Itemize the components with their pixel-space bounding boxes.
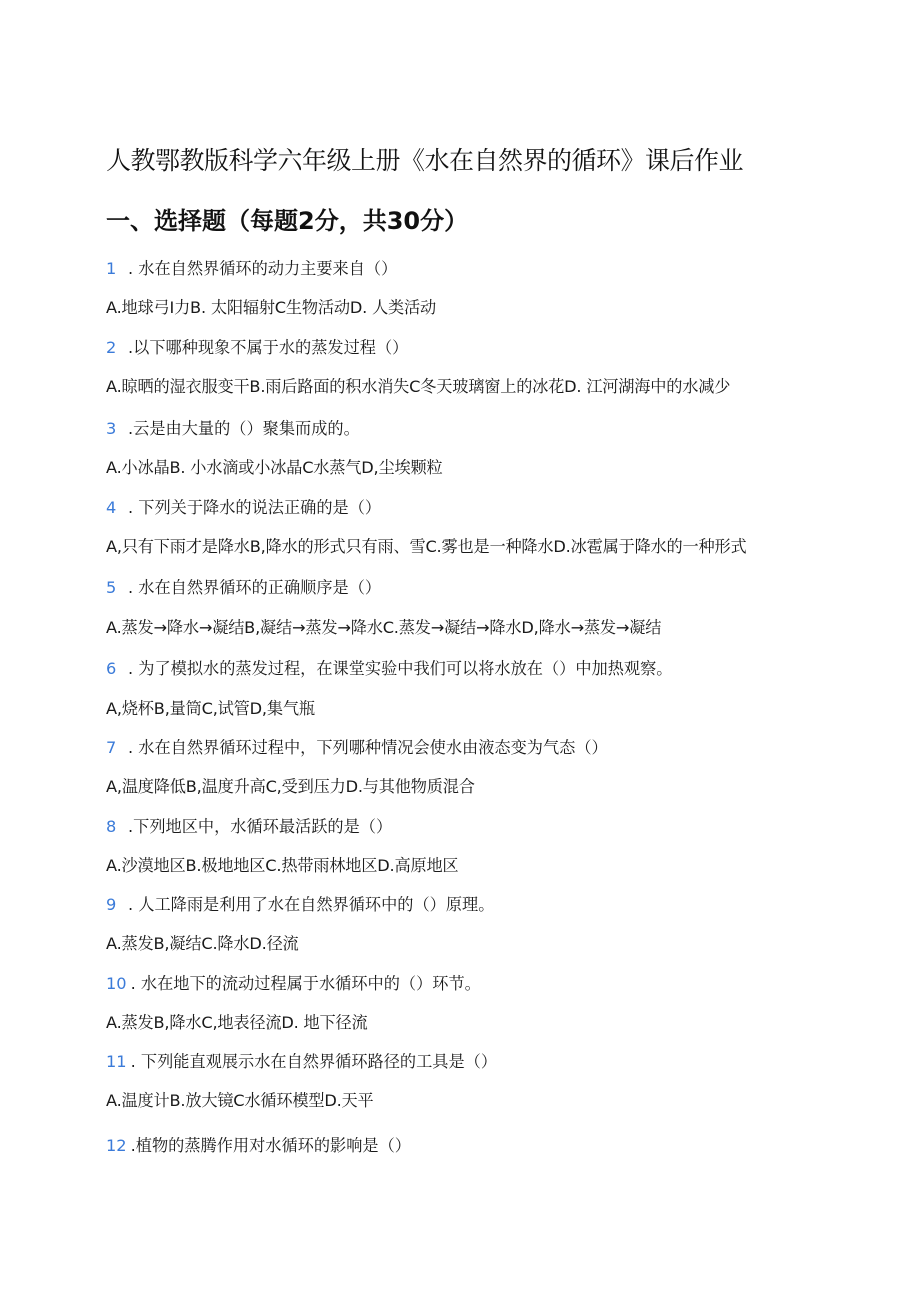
question-number: 9 (106, 895, 117, 914)
question-12 (106, 1134, 411, 1158)
question-9 (106, 893, 494, 917)
question-1-options: A.地球弓I力B. 太阳辐射C生物活动D. 人类活动 (106, 298, 436, 317)
section-title: 一、选择题（每题2分，共30分） (106, 207, 469, 235)
question-4 (106, 496, 381, 520)
question-number: 12 (106, 1136, 127, 1155)
question-number: 2 (106, 338, 117, 357)
question-8-options: A.沙漠地区B.极地地区C.热带雨林地区D.高原地区 (106, 856, 459, 875)
question-number: 5 (106, 578, 117, 597)
question-text: . 水在自然界循环的动力主要来自（） (128, 259, 398, 278)
question-text: . 下列关于降水的说法正确的是（） (128, 498, 382, 517)
question-4-options: A,只有下雨才是降水B,降水的形式只有雨、雪C.雾也是一种降水D.冰雹属于降水的一种形式 (106, 537, 747, 556)
question-text: . 下列能直观展示水在自然界循环路径的工具是（） (130, 1052, 498, 1071)
question-number: 3 (106, 419, 117, 438)
question-number: 6 (106, 659, 117, 678)
question-number: 10 (106, 974, 127, 993)
question-text: .云是由大量的（）聚集而成的。 (128, 419, 360, 438)
question-number: 7 (106, 738, 117, 757)
question-1 (106, 257, 397, 281)
question-number: 8 (106, 817, 117, 836)
question-text: .下列地区中，水循环最活跃的是（） (128, 817, 393, 836)
question-text: .以下哪种现象不属于水的蒸发过程（） (128, 338, 409, 357)
question-8 (106, 815, 392, 839)
question-number: 1 (106, 259, 117, 278)
question-3-options: A.小冰晶B. 小水滴或小冰晶C水蒸气D,尘埃颗粒 (106, 458, 443, 477)
question-7-options: A,温度降低B,温度升高C,受到压力D.与其他物质混合 (106, 777, 475, 796)
question-10-options: A.蒸发B,降水C,地表径流D. 地下径流 (106, 1013, 368, 1032)
question-number: 11 (106, 1052, 127, 1071)
question-text: . 水在自然界循环过程中，下列哪种情况会使水由液态变为气态（） (128, 738, 608, 757)
question-5-options: A.蒸发→降水→凝结B,凝结→蒸发→降水C.蒸发→凝结→降水D,降水→蒸发→凝结 (106, 618, 662, 637)
question-11 (106, 1050, 497, 1074)
question-9-options: A.蒸发B,凝结C.降水D.径流 (106, 934, 299, 953)
question-2-options: A.晾晒的湿衣服变干B.雨后路面的积水消失C冬天玻璃窗上的冰花D. 江河湖海中的水减少 (106, 377, 731, 396)
question-text: . 为了模拟水的蒸发过程，在课堂实验中我们可以将水放在（）中加热观察。 (128, 659, 673, 678)
question-10 (106, 972, 481, 996)
question-7 (106, 736, 608, 760)
question-text: .植物的蒸腾作用对水循环的影响是（） (130, 1136, 411, 1155)
question-2 (106, 336, 408, 360)
question-5 (106, 576, 381, 600)
question-text: . 人工降雨是利用了水在自然界循环中的（）原理。 (128, 895, 495, 914)
question-6 (106, 657, 672, 681)
question-11-options: A.温度计B.放大镜C水循环模型D.天平 (106, 1091, 374, 1110)
question-text: . 水在地下的流动过程属于水循环中的（）环节。 (130, 974, 481, 993)
document-title: 人教鄂教版科学六年级上册《水在自然界的循环》课后作业 (106, 146, 744, 175)
question-6-options: A,烧杯B,量筒C,试管D,集气瓶 (106, 699, 315, 718)
question-text: . 水在自然界循环的正确顺序是（） (128, 578, 382, 597)
question-3 (106, 417, 360, 441)
question-number: 4 (106, 498, 117, 517)
